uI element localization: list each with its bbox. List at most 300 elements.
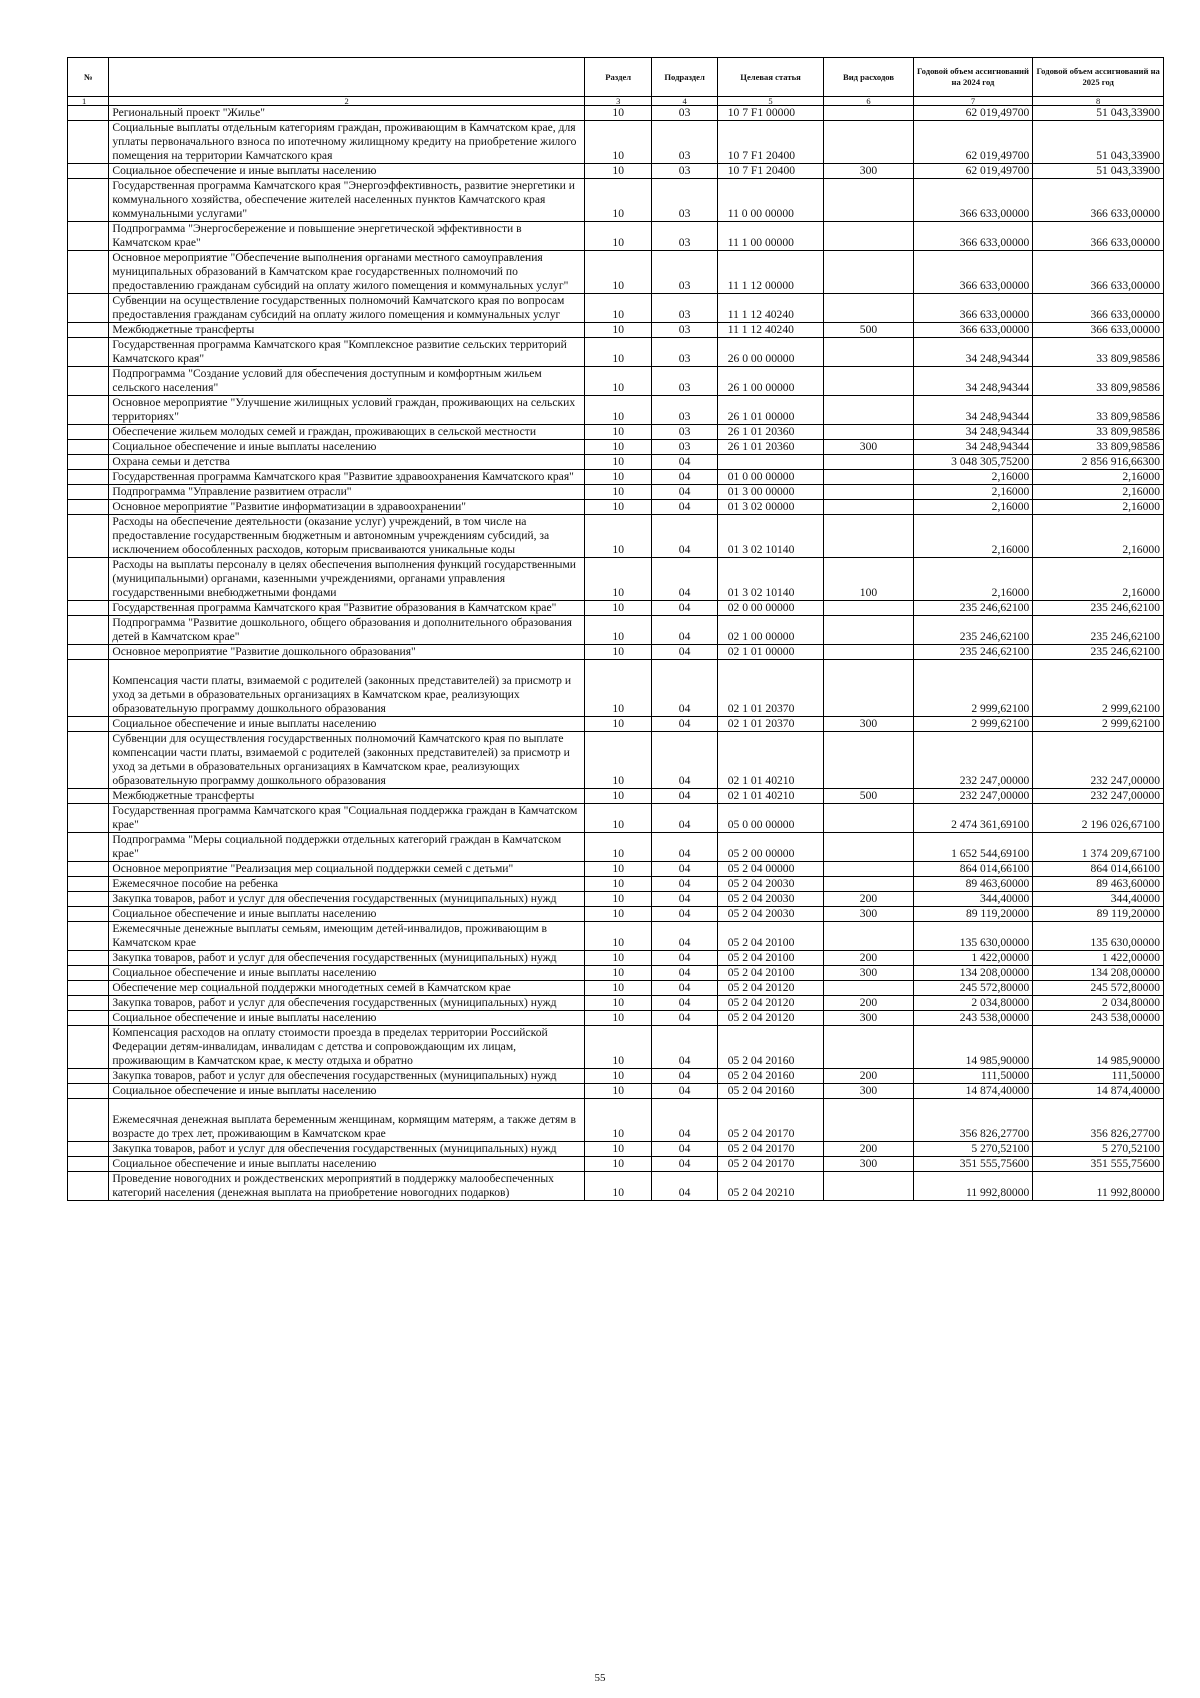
row-y2025-cell: 366 633,00000	[1033, 179, 1164, 222]
row-name-cell: Компенсация части платы, взимаемой с родителей (законных представителей) за присмотр и уход за детьми в образовательных организациях в Камчатском крае, реализующих образовательную программу дошкольного образования	[109, 660, 585, 717]
row-name-cell: Социальные выплаты отдельным категориям граждан, проживающим в Камчатском крае, для уплаты первоначального взноса по ипотечному жилищному кредиту на приобретение жилого помещения на территории Камчатского края	[109, 121, 585, 164]
row-razdel-cell: 10	[584, 996, 651, 1011]
row-y2025-cell: 14 874,40000	[1033, 1084, 1164, 1099]
row-y2025-cell: 51 043,33900	[1033, 164, 1164, 179]
table-row	[68, 455, 1164, 470]
row-y2025-cell: 33 809,98586	[1033, 367, 1164, 396]
table-row	[68, 164, 1164, 179]
table-row	[68, 338, 1164, 367]
row-podrazdel-cell: 03	[652, 251, 717, 294]
row-y2024-cell: 3 048 305,75200	[913, 455, 1033, 470]
row-y2024-cell: 34 248,94344	[913, 396, 1033, 425]
row-podrazdel-cell: 04	[652, 996, 717, 1011]
row-podrazdel-cell: 04	[652, 470, 717, 485]
row-y2024-cell: 34 248,94344	[913, 338, 1033, 367]
row-number-cell	[68, 717, 109, 732]
table-row	[68, 601, 1164, 616]
row-celevaya-cell: 02 0 00 00000	[717, 601, 824, 616]
row-celevaya-cell: 10 7 F1 20400	[717, 164, 824, 179]
row-y2025-cell: 245 572,80000	[1033, 981, 1164, 996]
row-celevaya-cell: 05 2 04 20100	[717, 922, 824, 951]
row-razdel-cell: 10	[584, 121, 651, 164]
row-celevaya-cell: 02 1 01 20370	[717, 660, 824, 717]
row-y2024-cell: 2,16000	[913, 558, 1033, 601]
table-row	[68, 862, 1164, 877]
row-y2024-cell: 366 633,00000	[913, 294, 1033, 323]
row-y2025-cell: 14 985,90000	[1033, 1026, 1164, 1069]
row-razdel-cell: 10	[584, 485, 651, 500]
header-y2025: Годовой объем ассигнований на 2025 год	[1033, 58, 1164, 97]
row-name-cell: Подпрограмма "Управление развитием отрасли"	[109, 485, 585, 500]
row-celevaya-cell: 10 7 F1 20400	[717, 121, 824, 164]
row-razdel-cell: 10	[584, 1157, 651, 1172]
row-razdel-cell: 10	[584, 1026, 651, 1069]
table-row	[68, 1084, 1164, 1099]
table-row	[68, 1099, 1164, 1142]
row-y2025-cell: 2,16000	[1033, 515, 1164, 558]
row-y2025-cell: 89 119,20000	[1033, 907, 1164, 922]
row-y2025-cell: 2 999,62100	[1033, 717, 1164, 732]
row-vid-cell	[824, 294, 913, 323]
row-razdel-cell: 10	[584, 877, 651, 892]
row-name-cell: Закупка товаров, работ и услуг для обеспечения государственных (муниципальных) нужд	[109, 996, 585, 1011]
table-row	[68, 907, 1164, 922]
row-celevaya-cell: 05 2 04 20160	[717, 1026, 824, 1069]
row-name-cell: Расходы на обеспечение деятельности (оказание услуг) учреждений, в том числе на предоставление государственным бюджетным и автономным учреждениям субсидий, за исключением обособленных расходов, которым присваиваются уникальные коды	[109, 515, 585, 558]
row-y2025-cell: 135 630,00000	[1033, 922, 1164, 951]
row-y2025-cell: 51 043,33900	[1033, 121, 1164, 164]
row-podrazdel-cell: 04	[652, 789, 717, 804]
row-name-cell: Государственная программа Камчатского края "Развитие образования в Камчатском крае"	[109, 601, 585, 616]
row-y2025-cell: 33 809,98586	[1033, 338, 1164, 367]
table-row	[68, 892, 1164, 907]
row-number-cell	[68, 121, 109, 164]
row-celevaya-cell: 05 2 04 20100	[717, 951, 824, 966]
row-podrazdel-cell: 04	[652, 558, 717, 601]
header-no: №	[68, 58, 109, 97]
row-podrazdel-cell: 04	[652, 717, 717, 732]
row-y2025-cell: 1 374 209,67100	[1033, 833, 1164, 862]
row-y2025-cell: 89 463,60000	[1033, 877, 1164, 892]
row-celevaya-cell: 05 2 04 20160	[717, 1084, 824, 1099]
row-number-cell	[68, 732, 109, 789]
row-name-cell: Межбюджетные трансферты	[109, 323, 585, 338]
row-name-cell: Закупка товаров, работ и услуг для обеспечения государственных (муниципальных) нужд	[109, 892, 585, 907]
row-razdel-cell: 10	[584, 1084, 651, 1099]
table-row	[68, 1011, 1164, 1026]
row-number-cell	[68, 323, 109, 338]
row-name-cell: Подпрограмма "Развитие дошкольного, общего образования и дополнительного образования детей в Камчатском крае"	[109, 616, 585, 645]
table-row	[68, 294, 1164, 323]
row-number-cell	[68, 440, 109, 455]
row-name-cell: Расходы на выплаты персоналу в целях обеспечения выполнения функций государственными (муниципальными) органами, казенными учреждениями, органами управления государственными внебюджетными фондами	[109, 558, 585, 601]
row-celevaya-cell: 26 1 01 00000	[717, 396, 824, 425]
row-podrazdel-cell: 04	[652, 645, 717, 660]
table-row	[68, 833, 1164, 862]
row-name-cell: Ежемесячное пособие на ребенка	[109, 877, 585, 892]
row-podrazdel-cell: 04	[652, 732, 717, 789]
row-podrazdel-cell: 03	[652, 121, 717, 164]
row-razdel-cell: 10	[584, 732, 651, 789]
col-number: 1	[68, 97, 109, 106]
table-row	[68, 396, 1164, 425]
row-razdel-cell: 10	[584, 455, 651, 470]
col-number: 4	[652, 97, 717, 106]
row-y2024-cell: 134 208,00000	[913, 966, 1033, 981]
row-y2025-cell: 134 208,00000	[1033, 966, 1164, 981]
row-number-cell	[68, 294, 109, 323]
row-vid-cell	[824, 470, 913, 485]
row-podrazdel-cell: 04	[652, 1026, 717, 1069]
row-vid-cell	[824, 732, 913, 789]
row-number-cell	[68, 1026, 109, 1069]
row-number-cell	[68, 601, 109, 616]
row-podrazdel-cell: 04	[652, 833, 717, 862]
row-name-cell: Подпрограмма "Энергосбережение и повышение энергетической эффективности в Камчатском крае"	[109, 222, 585, 251]
row-razdel-cell: 10	[584, 470, 651, 485]
row-razdel-cell: 10	[584, 179, 651, 222]
row-y2025-cell: 243 538,00000	[1033, 1011, 1164, 1026]
table-row	[68, 179, 1164, 222]
row-celevaya-cell: 01 0 00 00000	[717, 470, 824, 485]
row-razdel-cell: 10	[584, 601, 651, 616]
row-celevaya-cell: 11 1 00 00000	[717, 222, 824, 251]
row-celevaya-cell: 02 1 01 20370	[717, 717, 824, 732]
row-y2025-cell: 232 247,00000	[1033, 732, 1164, 789]
budget-table	[67, 57, 1164, 1201]
row-razdel-cell: 10	[584, 907, 651, 922]
row-y2024-cell: 245 572,80000	[913, 981, 1033, 996]
row-y2024-cell: 111,50000	[913, 1069, 1033, 1084]
row-podrazdel-cell: 04	[652, 892, 717, 907]
row-celevaya-cell: 01 3 02 10140	[717, 515, 824, 558]
row-number-cell	[68, 179, 109, 222]
table-row	[68, 106, 1164, 121]
row-vid-cell: 300	[824, 966, 913, 981]
row-y2024-cell: 2 999,62100	[913, 660, 1033, 717]
row-y2025-cell: 1 422,00000	[1033, 951, 1164, 966]
row-celevaya-cell: 11 1 12 00000	[717, 251, 824, 294]
row-vid-cell: 300	[824, 164, 913, 179]
row-celevaya-cell: 05 0 00 00000	[717, 804, 824, 833]
row-y2024-cell: 2 034,80000	[913, 996, 1033, 1011]
table-row	[68, 804, 1164, 833]
row-name-cell: Компенсация расходов на оплату стоимости проезда в пределах территории Российской Федерации детям-инвалидам, инвалидам с детства и сопровождающим их лицам, проживающим в Камчатском крае, к месту отдыха и обратно	[109, 1026, 585, 1069]
row-vid-cell	[824, 338, 913, 367]
row-razdel-cell: 10	[584, 558, 651, 601]
row-podrazdel-cell: 04	[652, 455, 717, 470]
row-razdel-cell: 10	[584, 981, 651, 996]
row-podrazdel-cell: 04	[652, 1011, 717, 1026]
row-number-cell	[68, 981, 109, 996]
row-number-cell	[68, 877, 109, 892]
col-number: 2	[109, 97, 585, 106]
row-number-cell	[68, 966, 109, 981]
row-y2024-cell: 34 248,94344	[913, 367, 1033, 396]
row-celevaya-cell: 11 1 12 40240	[717, 294, 824, 323]
row-name-cell: Подпрограмма "Меры социальной поддержки отдельных категорий граждан в Камчатском крае"	[109, 833, 585, 862]
row-number-cell	[68, 222, 109, 251]
col-number: 5	[717, 97, 824, 106]
page-number: 55	[594, 1672, 606, 1684]
row-celevaya-cell: 02 1 00 00000	[717, 616, 824, 645]
row-razdel-cell: 10	[584, 717, 651, 732]
row-celevaya-cell: 11 1 12 40240	[717, 323, 824, 338]
row-celevaya-cell: 05 2 04 20170	[717, 1157, 824, 1172]
row-podrazdel-cell: 04	[652, 804, 717, 833]
row-name-cell: Социальное обеспечение и иные выплаты населению	[109, 440, 585, 455]
row-podrazdel-cell: 04	[652, 1099, 717, 1142]
row-podrazdel-cell: 04	[652, 601, 717, 616]
row-y2024-cell: 89 463,60000	[913, 877, 1033, 892]
row-razdel-cell: 10	[584, 645, 651, 660]
row-podrazdel-cell: 04	[652, 966, 717, 981]
row-celevaya-cell: 05 2 04 20030	[717, 877, 824, 892]
row-razdel-cell: 10	[584, 1172, 651, 1201]
row-podrazdel-cell: 04	[652, 981, 717, 996]
row-y2024-cell: 34 248,94344	[913, 425, 1033, 440]
row-vid-cell	[824, 179, 913, 222]
table-row	[68, 323, 1164, 338]
row-vid-cell: 300	[824, 1084, 913, 1099]
row-podrazdel-cell: 03	[652, 106, 717, 121]
row-y2024-cell: 366 633,00000	[913, 323, 1033, 338]
row-podrazdel-cell: 04	[652, 485, 717, 500]
row-name-cell: Социальное обеспечение и иные выплаты населению	[109, 717, 585, 732]
row-celevaya-cell: 05 2 04 20210	[717, 1172, 824, 1201]
row-razdel-cell: 10	[584, 515, 651, 558]
row-razdel-cell: 10	[584, 164, 651, 179]
row-vid-cell: 200	[824, 1069, 913, 1084]
row-vid-cell: 200	[824, 951, 913, 966]
row-name-cell: Социальное обеспечение и иные выплаты населению	[109, 966, 585, 981]
row-vid-cell	[824, 601, 913, 616]
row-celevaya-cell: 02 1 01 40210	[717, 732, 824, 789]
row-razdel-cell: 10	[584, 338, 651, 367]
row-number-cell	[68, 996, 109, 1011]
row-y2025-cell: 5 270,52100	[1033, 1142, 1164, 1157]
row-vid-cell	[824, 500, 913, 515]
row-celevaya-cell: 26 1 01 20360	[717, 425, 824, 440]
row-number-cell	[68, 1069, 109, 1084]
row-celevaya-cell: 05 2 04 00000	[717, 862, 824, 877]
row-number-cell	[68, 396, 109, 425]
row-y2025-cell: 366 633,00000	[1033, 323, 1164, 338]
table-row	[68, 717, 1164, 732]
row-y2025-cell: 2,16000	[1033, 558, 1164, 601]
row-y2024-cell: 235 246,62100	[913, 645, 1033, 660]
row-razdel-cell: 10	[584, 294, 651, 323]
row-y2025-cell: 2,16000	[1033, 485, 1164, 500]
row-number-cell	[68, 907, 109, 922]
table-row	[68, 789, 1164, 804]
row-y2025-cell: 235 246,62100	[1033, 645, 1164, 660]
row-podrazdel-cell: 04	[652, 877, 717, 892]
row-y2025-cell: 2,16000	[1033, 470, 1164, 485]
row-podrazdel-cell: 04	[652, 515, 717, 558]
table-row	[68, 440, 1164, 455]
row-name-cell: Основное мероприятие "Обеспечение выполнения органами местного самоуправления муниципальных образований в Камчатском крае государственных полномочий по предоставлению гражданам субсидий на оплату жилого помещения и коммунальных услуг"	[109, 251, 585, 294]
col-number: 3	[584, 97, 651, 106]
row-vid-cell	[824, 121, 913, 164]
row-celevaya-cell: 26 1 01 20360	[717, 440, 824, 455]
row-name-cell: Проведение новогодних и рождественских мероприятий в поддержку малообеспеченных категорий населения (денежная выплата на приобретение новогодних подарков)	[109, 1172, 585, 1201]
table-row	[68, 485, 1164, 500]
row-y2024-cell: 2 999,62100	[913, 717, 1033, 732]
row-number-cell	[68, 1142, 109, 1157]
row-y2024-cell: 5 270,52100	[913, 1142, 1033, 1157]
table-row	[68, 500, 1164, 515]
row-y2024-cell: 62 019,49700	[913, 164, 1033, 179]
row-number-cell	[68, 922, 109, 951]
row-y2025-cell: 235 246,62100	[1033, 616, 1164, 645]
row-vid-cell	[824, 660, 913, 717]
row-y2025-cell: 2,16000	[1033, 500, 1164, 515]
row-celevaya-cell: 05 2 04 20030	[717, 907, 824, 922]
row-podrazdel-cell: 04	[652, 1157, 717, 1172]
row-name-cell: Закупка товаров, работ и услуг для обеспечения государственных (муниципальных) нужд	[109, 1069, 585, 1084]
row-vid-cell: 500	[824, 789, 913, 804]
table-row	[68, 1172, 1164, 1201]
row-razdel-cell: 10	[584, 1011, 651, 1026]
row-vid-cell: 300	[824, 440, 913, 455]
row-podrazdel-cell: 04	[652, 1142, 717, 1157]
row-y2024-cell: 344,40000	[913, 892, 1033, 907]
row-y2025-cell: 366 633,00000	[1033, 294, 1164, 323]
row-name-cell: Государственная программа Камчатского края "Энергоэффективность, развитие энергетики и коммунального хозяйства, обеспечение жителей населенных пунктов Камчатского края коммунальными услугами"	[109, 179, 585, 222]
row-celevaya-cell: 05 2 04 20170	[717, 1099, 824, 1142]
row-name-cell: Ежемесячная денежная выплата беременным женщинам, кормящим матерям, а также детям в возрасте до трех лет, проживающим в Камчатском крае	[109, 1099, 585, 1142]
row-y2024-cell: 2,16000	[913, 515, 1033, 558]
row-y2025-cell: 2 034,80000	[1033, 996, 1164, 1011]
header-y2024: Годовой объем ассигнований на 2024 год	[913, 58, 1033, 97]
row-razdel-cell: 10	[584, 862, 651, 877]
row-y2024-cell: 235 246,62100	[913, 601, 1033, 616]
table-row	[68, 981, 1164, 996]
row-name-cell: Социальное обеспечение и иные выплаты населению	[109, 164, 585, 179]
row-celevaya-cell: 05 2 04 20030	[717, 892, 824, 907]
table-row	[68, 367, 1164, 396]
row-razdel-cell: 10	[584, 616, 651, 645]
table-header-row	[68, 58, 1164, 97]
row-name-cell: Основное мероприятие "Реализация мер социальной поддержки семей с детьми"	[109, 862, 585, 877]
row-vid-cell	[824, 1172, 913, 1201]
row-vid-cell	[824, 1099, 913, 1142]
table-row	[68, 616, 1164, 645]
table-row	[68, 558, 1164, 601]
row-y2024-cell: 366 633,00000	[913, 222, 1033, 251]
row-name-cell: Социальное обеспечение и иные выплаты населению	[109, 1011, 585, 1026]
row-name-cell: Субвенции на осуществление государственных полномочий Камчатского края по вопросам предоставления гражданам субсидий на оплату жилого помещения и коммунальных услуг	[109, 294, 585, 323]
table-row	[68, 222, 1164, 251]
row-razdel-cell: 10	[584, 1099, 651, 1142]
row-vid-cell: 100	[824, 558, 913, 601]
row-name-cell: Государственная программа Камчатского края "Комплексное развитие сельских территорий Камчатского края"	[109, 338, 585, 367]
row-y2024-cell: 2,16000	[913, 485, 1033, 500]
row-number-cell	[68, 1084, 109, 1099]
row-razdel-cell: 10	[584, 922, 651, 951]
row-podrazdel-cell: 04	[652, 907, 717, 922]
row-celevaya-cell: 05 2 00 00000	[717, 833, 824, 862]
row-y2024-cell: 2 474 361,69100	[913, 804, 1033, 833]
row-name-cell: Закупка товаров, работ и услуг для обеспечения государственных (муниципальных) нужд	[109, 1142, 585, 1157]
row-celevaya-cell: 02 1 01 40210	[717, 789, 824, 804]
row-number-cell	[68, 1011, 109, 1026]
row-razdel-cell: 10	[584, 951, 651, 966]
row-podrazdel-cell: 04	[652, 500, 717, 515]
row-y2024-cell: 34 248,94344	[913, 440, 1033, 455]
row-razdel-cell: 10	[584, 1142, 651, 1157]
row-y2024-cell: 232 247,00000	[913, 732, 1033, 789]
row-number-cell	[68, 367, 109, 396]
row-y2025-cell: 33 809,98586	[1033, 396, 1164, 425]
row-y2024-cell: 14 985,90000	[913, 1026, 1033, 1069]
row-vid-cell	[824, 106, 913, 121]
row-razdel-cell: 10	[584, 660, 651, 717]
row-name-cell: Основное мероприятие "Улучшение жилищных условий граждан, проживающих на сельских территориях"	[109, 396, 585, 425]
row-vid-cell	[824, 396, 913, 425]
table-row	[68, 251, 1164, 294]
row-vid-cell	[824, 833, 913, 862]
row-y2024-cell: 366 633,00000	[913, 179, 1033, 222]
header-celevaya: Целевая статья	[717, 58, 824, 97]
row-y2025-cell: 51 043,33900	[1033, 106, 1164, 121]
table-row	[68, 1142, 1164, 1157]
row-podrazdel-cell: 04	[652, 1172, 717, 1201]
row-y2024-cell: 2,16000	[913, 470, 1033, 485]
table-row	[68, 515, 1164, 558]
row-y2025-cell: 356 826,27700	[1033, 1099, 1164, 1142]
row-celevaya-cell: 11 0 00 00000	[717, 179, 824, 222]
row-vid-cell	[824, 455, 913, 470]
table-row	[68, 996, 1164, 1011]
header-name	[109, 58, 585, 97]
row-y2024-cell: 89 119,20000	[913, 907, 1033, 922]
row-vid-cell	[824, 645, 913, 660]
header-podrazdel: Подраздел	[652, 58, 717, 97]
row-razdel-cell: 10	[584, 367, 651, 396]
table-row	[68, 732, 1164, 789]
row-number-cell	[68, 425, 109, 440]
row-y2025-cell: 351 555,75600	[1033, 1157, 1164, 1172]
col-number: 8	[1033, 97, 1164, 106]
row-y2024-cell: 62 019,49700	[913, 121, 1033, 164]
row-name-cell: Государственная программа Камчатского края "Социальная поддержка граждан в Камчатском крае"	[109, 804, 585, 833]
header-razdel: Раздел	[584, 58, 651, 97]
row-name-cell: Подпрограмма "Создание условий для обеспечения доступным и комфортным жильем сельского населения"	[109, 367, 585, 396]
row-vid-cell: 300	[824, 1157, 913, 1172]
table-row	[68, 660, 1164, 717]
row-razdel-cell: 10	[584, 251, 651, 294]
row-y2025-cell: 366 633,00000	[1033, 222, 1164, 251]
row-celevaya-cell: 05 2 04 20120	[717, 1011, 824, 1026]
row-celevaya-cell: 05 2 04 20170	[717, 1142, 824, 1157]
row-number-cell	[68, 1099, 109, 1142]
row-celevaya-cell	[717, 455, 824, 470]
row-podrazdel-cell: 03	[652, 338, 717, 367]
row-vid-cell	[824, 1026, 913, 1069]
row-y2024-cell: 864 014,66100	[913, 862, 1033, 877]
row-razdel-cell: 10	[584, 323, 651, 338]
row-razdel-cell: 10	[584, 892, 651, 907]
row-y2025-cell: 11 992,80000	[1033, 1172, 1164, 1201]
row-vid-cell	[824, 922, 913, 951]
row-y2025-cell: 864 014,66100	[1033, 862, 1164, 877]
row-number-cell	[68, 500, 109, 515]
row-celevaya-cell: 05 2 04 20120	[717, 996, 824, 1011]
row-y2024-cell: 232 247,00000	[913, 789, 1033, 804]
row-razdel-cell: 10	[584, 106, 651, 121]
